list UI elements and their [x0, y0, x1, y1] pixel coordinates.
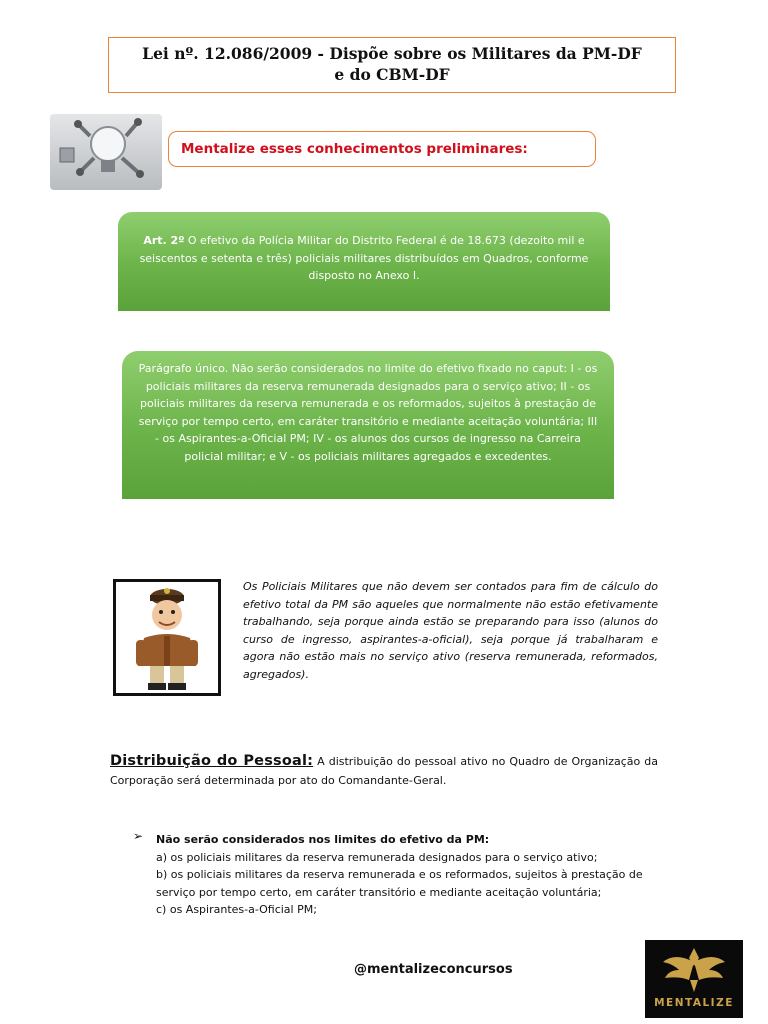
social-handle: @mentalizeconcursos — [354, 962, 513, 977]
explanatory-note: Os Policiais Militares que não devem ser contados para fim de cálculo do efetivo total da PM são aqueles que normalmente não estão efetivamente trabalhando, seja porque ainda estão se preparando para isso (alunos do curso de ingresso, aspirantes-a-oficial), seja porque já trabalharam e agora não estão mais no serviço ativo (reserva remunerada, reformados, agregados). — [243, 580, 658, 681]
article-2-prefix: Art. 2º — [143, 234, 185, 247]
preliminary-knowledge-callout: Mentalize esses conhecimentos preliminares: — [168, 131, 596, 167]
phoenix-logo-icon — [645, 940, 743, 996]
distribution-heading: Distribuição do Pessoal: — [110, 753, 314, 769]
title-line-1: Lei nº. 12.086/2009 - Dispõe sobre os Militares da PM-DF — [142, 44, 642, 63]
lightbulb-robot-icon — [50, 114, 162, 190]
limits-heading: Não serão considerados nos limites do efetivo da PM: — [156, 833, 490, 846]
arrow-bullet-icon: ➢ — [133, 829, 144, 843]
article-2-box — [118, 212, 610, 311]
distribution-paragraph — [110, 752, 658, 790]
list-item: b) os policiais militares da reserva remunerada e os reformados, sujeitos à prestação de serviço por tempo certo, em caráter transitório e mediante aceitação voluntária; — [156, 868, 643, 899]
limits-list — [156, 831, 660, 919]
article-2-text: O efetivo da Polícia Militar do Distrito Federal é de 18.673 (dezoito mil e seiscentos e setenta e três) policiais militares distribuídos em Quadros, conforme disposto no Anexo I. — [139, 234, 589, 282]
soldier-cartoon-icon — [113, 579, 221, 696]
sole-paragraph-box: Parágrafo único. Não serão considerados no limite do efetivo fixado no caput: I - os policiais militares da reserva remunerada designados para o serviço ativo; II - os policiais militares da reserva remunerada e os reformados, sujeitos à prestação de serviço por tempo certo, em caráter transitório e mediante aceitação voluntária; III - os Aspirantes-a-Oficial PM; IV - os alunos dos cursos de ingresso na Carreira policial militar; e V - os policiais militares agregados e excedentes. — [122, 351, 614, 499]
document-title — [108, 37, 676, 93]
distribution-text: A distribuição do pessoal ativo no Quadro de Organização da Corporação será determinada por ato do Comandante-Geral. — [110, 755, 658, 787]
mentalize-logo — [645, 940, 743, 1018]
list-item: a) os policiais militares da reserva remunerada designados para o serviço ativo; — [156, 850, 598, 864]
logo-text: MENTALIZE — [654, 997, 734, 1009]
title-line-2: e do CBM-DF — [334, 65, 450, 84]
list-item: c) os Aspirantes-a-Oficial PM; — [156, 903, 317, 916]
